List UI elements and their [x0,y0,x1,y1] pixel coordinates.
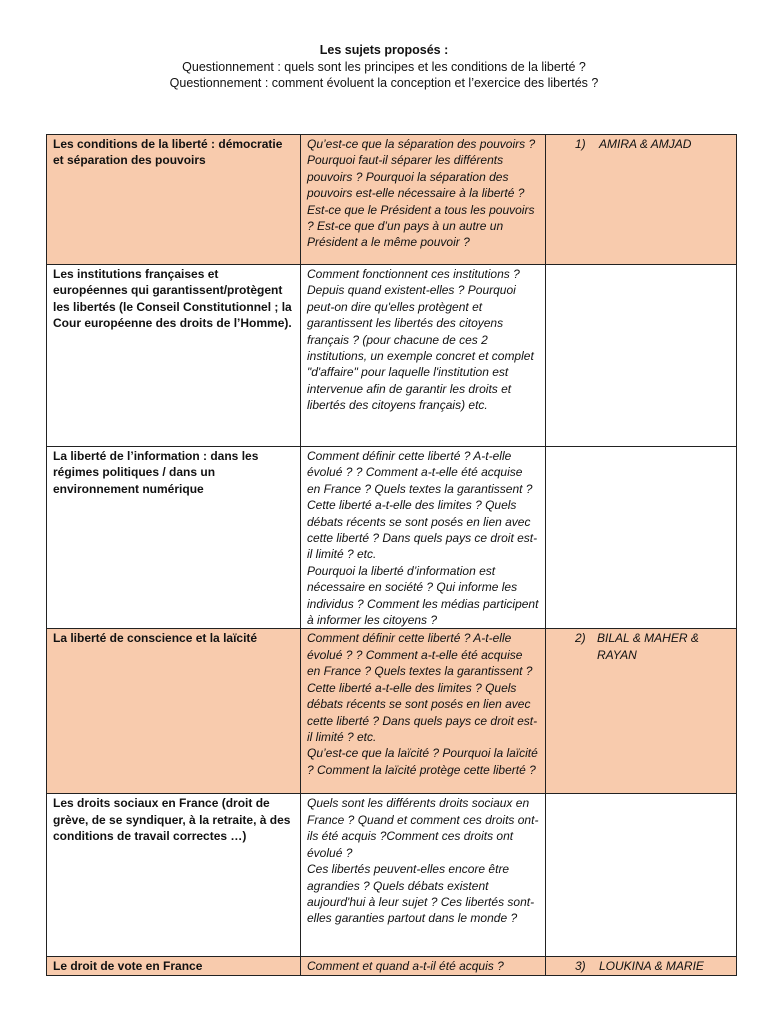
question-paragraph: Qu’est-ce que la séparation des pouvoirs ? Pourquoi faut-il séparer les différents pouvoirs ? Pourquoi la séparation des pouvoirs est-elle nécessaire à la liberté ? Est-ce que le Président a tous les pouvoirs ? Est-ce que d’un pays à un autre un Président a le même pouvoir ? [307,137,536,250]
subject-cell: La liberté de conscience et la laïcité [47,629,301,794]
questions-cell [301,629,546,794]
subject-cell: Les institutions françaises et européennes qui garantissent/protègent les libertés (le Conseil Constitutionnel ; la Cour européenne des droits de l’Homme). [47,265,301,447]
table-row [47,957,737,975]
table-row [47,135,737,265]
subjects-table [46,134,737,976]
subject-cell: Les droits sociaux en France (droit de grève, de se syndiquer, à la retraite, à des conditions de travail correctes …) [47,794,301,957]
document-title: Les sujets proposés : [319,43,449,57]
question-paragraph: Comment définir cette liberté ? A-t-elle évolué ? ? Comment a-t-elle été acquise en France ? Quels textes la garantissent ? Cette liberté a-t-elle des limites ? Quels débats récents se sont posés en lien avec cette liberté ? Dans quels pays ce droit est-il limité ? etc. [307,449,538,562]
group-cell [546,135,737,265]
questioning-line-2: Questionnement : comment évoluent la conception et l’exercice des libertés ? [169,76,599,90]
group-members: AMIRA & AMJAD [599,137,692,151]
group-members: BILAL & MAHER & RAYAN [597,631,699,662]
question-paragraph: Quels sont les différents droits sociaux en France ? Quand et comment ces droits ont-ils été acquis ?Comment ces droits ont évolué ? [307,796,539,860]
question-paragraph: Comment et quand a-t-il été acquis ? [307,959,504,974]
group-cell [546,265,737,447]
group-cell [546,447,737,629]
question-paragraph: Comment définir cette liberté ? A-t-elle évolué ? ? Comment a-t-elle été acquise en France ? Quels textes la garantissent ? Cette liberté a-t-elle des limites ? Quels débats récents se sont posés en lien avec cette liberté ? Dans quels pays ce droit est-il limité ? etc. [307,631,538,744]
group-cell [546,957,737,975]
question-paragraph: Comment fonctionnent ces institutions ? Depuis quand existent-elles ? Pourquoi peut-on dire qu'elles protègent et garantissent les libertés des citoyens français ? (pour chacune de ces 2 institutions, un exemple concret et complet "d'affaire" pour laquelle l'institution est intervenue afin de garantir les droits et libertés des citoyens français) etc. [307,267,534,413]
question-paragraph: Pourquoi la liberté d’information est nécessaire en société ? Qui informe les individus ? Comment les médias participent à informer les citoyens ? [307,563,539,628]
group-number: 2) [575,631,586,646]
questions-cell [301,447,546,629]
subject-cell: Le droit de vote en France [47,957,301,975]
table-row [47,447,737,629]
question-paragraph: Qu’est-ce que la laïcité ? Pourquoi la laïcité ? Comment la laïcité protège cette liberté ? [307,746,538,777]
questions-cell [301,957,546,975]
group-members: LOUKINA & MARIE [599,959,704,974]
table-row [47,794,737,957]
subject-cell: Les conditions de la liberté : démocratie et séparation des pouvoirs [47,135,301,265]
group-number: 1) [575,137,586,151]
group-cell [546,794,737,957]
table-row [47,265,737,447]
question-paragraph: Ces libertés peuvent-elles encore être agrandies ? Quels débats existent aujourd'hui à leur sujet ? Ces libertés sont-elles garanties partout dans le monde ? [307,862,535,926]
questions-cell [301,794,546,957]
group-number: 3) [575,959,586,974]
questions-cell [301,135,546,265]
group-cell [546,629,737,794]
document-header [0,42,768,92]
subject-cell: La liberté de l’information : dans les régimes politiques / dans un environnement numérique [47,447,301,629]
questions-cell [301,265,546,447]
table-row [47,629,737,794]
subjects-table-body [47,135,737,976]
questioning-line-1: Questionnement : quels sont les principes et les conditions de la liberté ? [182,59,586,74]
